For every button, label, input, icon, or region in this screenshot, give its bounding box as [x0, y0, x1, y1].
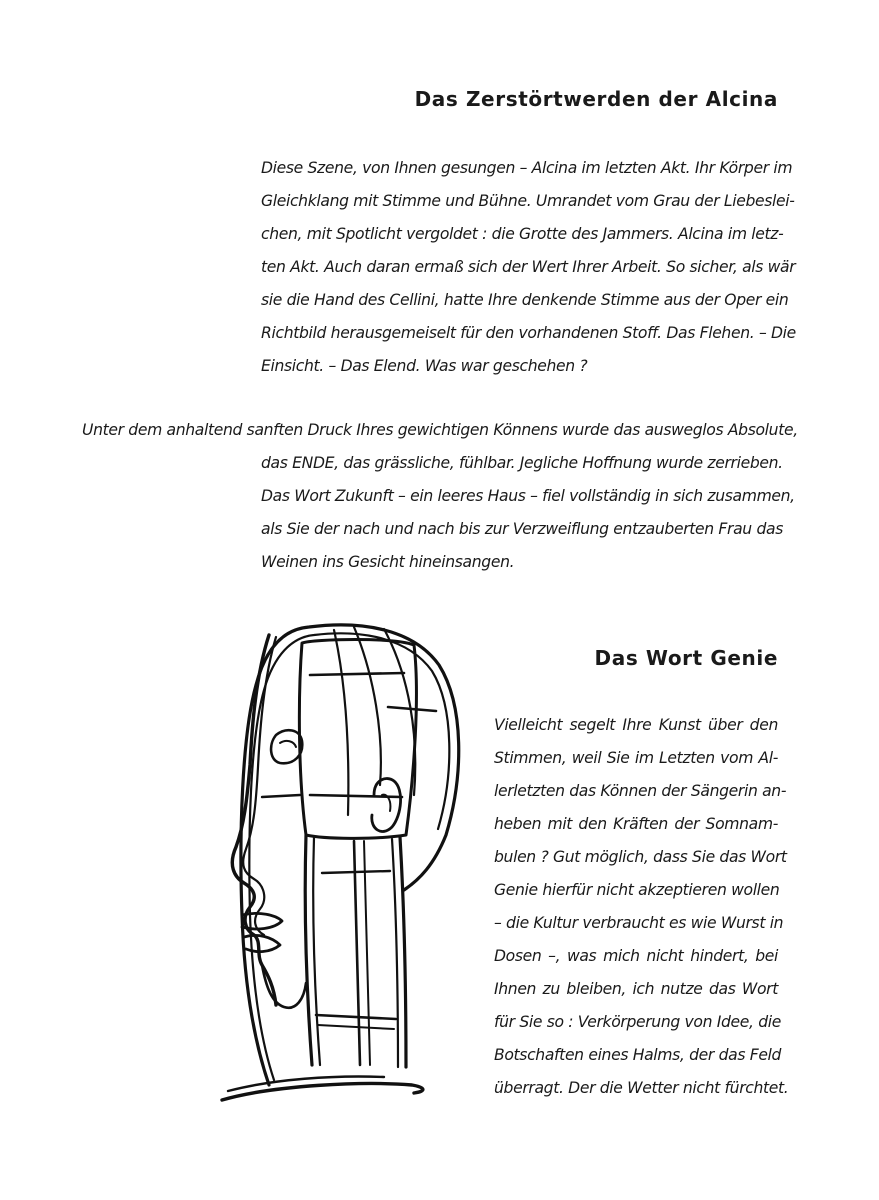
text-line: lerletzten das Können der Sängerin an-	[494, 782, 787, 800]
text-line: Vielleicht segelt Ihre Kunst über den	[494, 716, 778, 734]
text-line: Das Wort Zukunft – ein leeres Haus – fiel vollständig in sich zusammen,	[261, 487, 795, 505]
text-line: Weinen ins Gesicht hineinsangen.	[261, 553, 515, 571]
text-line: als Sie der nach und nach bis zur Verzweiflung entzauberten Frau das	[261, 520, 783, 538]
text-line: Unter dem anhaltend sanften Druck Ihres gewichtigen Könnens wurde das ausweglos Absolute,	[82, 421, 798, 439]
section-title-genie: Das Wort Genie	[594, 646, 778, 670]
text-line: Genie hierfür nicht akzeptieren wollen	[494, 881, 780, 899]
section-title-alcina: Das Zerstörtwerden der Alcina	[414, 87, 778, 111]
text-line: chen, mit Spotlicht vergoldet : die Grotte des Jammers. Alcina im letz-	[261, 225, 784, 243]
text-line: das ENDE, das grässliche, fühlbar. Jegliche Hoffnung wurde zerrieben.	[261, 454, 783, 472]
paragraph-genie	[494, 709, 789, 1105]
text-line: sie die Hand des Cellini, hatte Ihre denkende Stimme aus der Oper ein	[261, 291, 789, 309]
text-line: Ihnen zu bleiben, ich nutze das Wort	[494, 980, 778, 998]
head-profile-sketch-icon	[214, 615, 479, 1110]
text-line: bulen ? Gut möglich, dass Sie das Wort	[494, 848, 787, 866]
text-line: Botschaften eines Halms, der das Feld	[494, 1046, 782, 1064]
text-line: für Sie so : Verkörperung von Idee, die	[494, 1013, 782, 1031]
text-line: heben mit den Kräften der Somnam-	[494, 815, 778, 833]
text-line: Stimmen, weil Sie im Letzten vom Al-	[494, 749, 778, 767]
text-line: Gleichklang mit Stimme und Bühne. Umrandet vom Grau der Liebeslei-	[261, 192, 795, 210]
text-line: – die Kultur verbraucht es wie Wurst in	[494, 914, 784, 932]
text-line: Richtbild herausgemeiselt für den vorhandenen Stoff. Das Flehen. – Die	[261, 324, 796, 342]
text-line: ten Akt. Auch daran ermaß sich der Wert Ihrer Arbeit. So sicher, als wär	[261, 258, 796, 276]
text-line: Dosen –, was mich nicht hindert, bei	[494, 947, 778, 965]
paragraph-alcina-scene	[261, 152, 796, 383]
text-line: Einsicht. – Das Elend. Was war geschehen ?	[261, 357, 588, 375]
paragraph-ende	[82, 414, 798, 579]
text-line: überragt. Der die Wetter nicht fürchtet.	[494, 1079, 789, 1097]
text-line: Diese Szene, von Ihnen gesungen – Alcina im letzten Akt. Ihr Körper im	[261, 159, 793, 177]
